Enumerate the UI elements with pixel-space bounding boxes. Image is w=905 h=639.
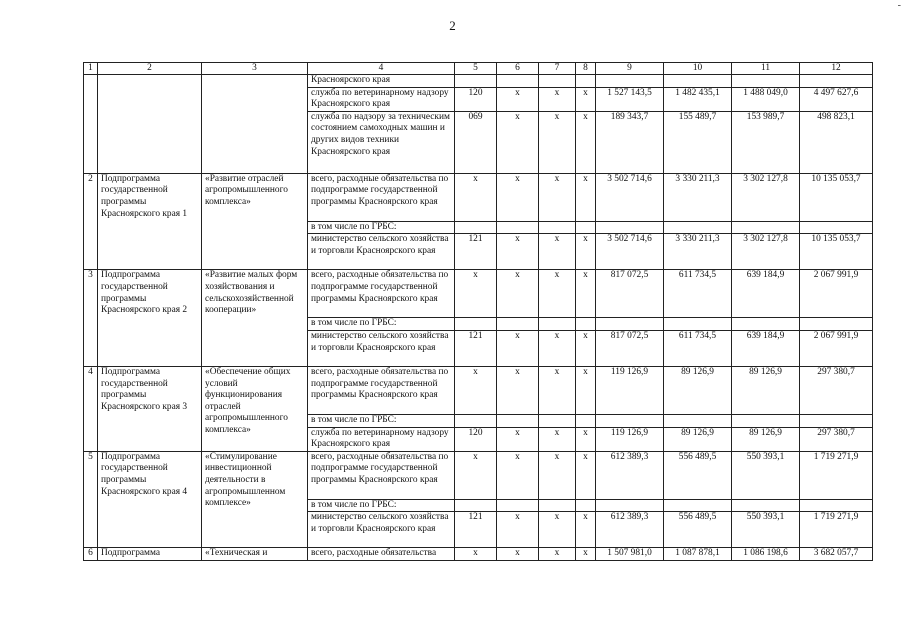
- value-cell: 1 527 143,5: [596, 87, 664, 111]
- empty-cell: [539, 221, 576, 234]
- col7-cell: х: [539, 111, 576, 173]
- code-cell: х: [455, 366, 497, 414]
- value-cell: [800, 75, 873, 88]
- subprogram-cell: [98, 75, 202, 174]
- grbs-subheader-cell: в том числе по ГРБС:: [308, 318, 455, 331]
- description-cell: министерство сельского хозяйства и торговли Красноярского края: [308, 330, 455, 366]
- value-cell: 153 989,7: [732, 111, 800, 173]
- column-header: 12: [800, 63, 873, 75]
- value-cell: 297 380,7: [800, 366, 873, 414]
- col8-cell: х: [576, 330, 596, 366]
- empty-cell: [732, 318, 800, 331]
- table-row: [84, 75, 873, 88]
- value-cell: 189 343,7: [596, 111, 664, 173]
- col6-cell: х: [497, 270, 539, 318]
- value-cell: 639 184,9: [732, 330, 800, 366]
- code-cell: 120: [455, 87, 497, 111]
- value-cell: 639 184,9: [732, 270, 800, 318]
- value-cell: 89 126,9: [664, 366, 732, 414]
- row-number-cell: 4: [84, 366, 98, 451]
- value-cell: 3 302 127,8: [732, 234, 800, 270]
- column-header: 10: [664, 63, 732, 75]
- empty-cell: [576, 414, 596, 427]
- col6-cell: х: [497, 366, 539, 414]
- col6-cell: х: [497, 173, 539, 221]
- value-cell: 3 502 714,6: [596, 234, 664, 270]
- value-cell: 297 380,7: [800, 427, 873, 451]
- col8-cell: х: [576, 512, 596, 548]
- value-cell: 817 072,5: [596, 330, 664, 366]
- corner-mark: -: [897, 0, 901, 11]
- empty-cell: [664, 414, 732, 427]
- col7-cell: [539, 75, 576, 88]
- code-cell: 121: [455, 512, 497, 548]
- empty-cell: [497, 499, 539, 512]
- value-cell: 89 126,9: [732, 427, 800, 451]
- description-cell: Красноярского края: [308, 75, 455, 88]
- column-header: 3: [202, 63, 308, 75]
- value-cell: 155 489,7: [664, 111, 732, 173]
- empty-cell: [596, 499, 664, 512]
- value-cell: 89 126,9: [664, 427, 732, 451]
- grbs-subheader-cell: в том числе по ГРБС:: [308, 221, 455, 234]
- code-cell: 069: [455, 111, 497, 173]
- empty-cell: [497, 221, 539, 234]
- col6-cell: х: [497, 111, 539, 173]
- col8-cell: х: [576, 451, 596, 499]
- value-cell: 3 330 211,3: [664, 173, 732, 221]
- subprogram-title-cell: «Обеспечение общих условий функционирования отраслей агропромышленного комплекса»: [202, 366, 308, 451]
- code-cell: х: [455, 173, 497, 221]
- value-cell: [732, 75, 800, 88]
- value-cell: 612 389,3: [596, 512, 664, 548]
- col8-cell: х: [576, 270, 596, 318]
- empty-cell: [539, 499, 576, 512]
- value-cell: 1 482 435,1: [664, 87, 732, 111]
- table-row: [84, 173, 873, 221]
- row-number-cell: 3: [84, 270, 98, 367]
- col7-cell: х: [539, 270, 576, 318]
- col6-cell: х: [497, 427, 539, 451]
- value-cell: 89 126,9: [732, 366, 800, 414]
- empty-cell: [732, 499, 800, 512]
- description-cell: служба по надзору за техническим состоянием самоходных машин и других видов техники Красноярского края: [308, 111, 455, 173]
- description-cell: министерство сельского хозяйства и торговли Красноярского края: [308, 234, 455, 270]
- subprogram-cell: Подпрограмма государственной программы Красноярского края 4: [98, 451, 202, 548]
- empty-cell: [732, 221, 800, 234]
- row-number-cell: 6: [84, 548, 98, 561]
- value-cell: 4 497 627,6: [800, 87, 873, 111]
- value-cell: 1 719 271,9: [800, 451, 873, 499]
- value-cell: 3 330 211,3: [664, 234, 732, 270]
- value-cell: 1 488 049,0: [732, 87, 800, 111]
- code-cell: 120: [455, 427, 497, 451]
- subprogram-cell: Подпрограмма государственной программы Красноярского края 3: [98, 366, 202, 451]
- table-row: [84, 451, 873, 499]
- code-cell: х: [455, 270, 497, 318]
- col8-cell: х: [576, 366, 596, 414]
- column-header: 5: [455, 63, 497, 75]
- empty-cell: [732, 414, 800, 427]
- value-cell: 817 072,5: [596, 270, 664, 318]
- value-cell: 2 067 991,9: [800, 330, 873, 366]
- value-cell: 556 489,5: [664, 451, 732, 499]
- table-row: [84, 548, 873, 561]
- value-cell: 612 389,3: [596, 451, 664, 499]
- empty-cell: [455, 414, 497, 427]
- column-header: 2: [98, 63, 202, 75]
- subprogram-title-cell: [202, 75, 308, 174]
- empty-cell: [800, 414, 873, 427]
- empty-cell: [455, 318, 497, 331]
- col8-cell: х: [576, 234, 596, 270]
- col8-cell: х: [576, 427, 596, 451]
- subprogram-cell: Подпрограмма: [98, 548, 202, 561]
- empty-cell: [539, 414, 576, 427]
- value-cell: 611 734,5: [664, 330, 732, 366]
- empty-cell: [800, 221, 873, 234]
- col7-cell: х: [539, 173, 576, 221]
- col8-cell: х: [576, 87, 596, 111]
- table-row: [84, 270, 873, 318]
- col6-cell: х: [497, 87, 539, 111]
- empty-cell: [800, 499, 873, 512]
- grbs-subheader-cell: в том числе по ГРБС:: [308, 414, 455, 427]
- empty-cell: [596, 221, 664, 234]
- col7-cell: х: [539, 87, 576, 111]
- col6-cell: [497, 75, 539, 88]
- col7-cell: х: [539, 330, 576, 366]
- description-cell: служба по ветеринарному надзору Красноярского края: [308, 87, 455, 111]
- subprogram-title-cell: «Стимулирование инвестиционной деятельности в агропромышленном комплексе»: [202, 451, 308, 548]
- col6-cell: х: [497, 451, 539, 499]
- page-number: 2: [449, 18, 456, 33]
- value-cell: 10 135 053,7: [800, 234, 873, 270]
- value-cell: 3 682 057,7: [800, 548, 873, 561]
- col8-cell: х: [576, 111, 596, 173]
- empty-cell: [664, 499, 732, 512]
- empty-cell: [800, 318, 873, 331]
- description-cell: министерство сельского хозяйства и торговли Красноярского края: [308, 512, 455, 548]
- value-cell: [664, 75, 732, 88]
- subprogram-title-cell: «Развитие отраслей агропромышленного комплекса»: [202, 173, 308, 270]
- subprogram-title-cell: «Техническая и: [202, 548, 308, 561]
- col6-cell: х: [497, 512, 539, 548]
- col6-cell: х: [497, 234, 539, 270]
- empty-cell: [664, 221, 732, 234]
- value-cell: 550 393,1: [732, 512, 800, 548]
- description-cell: всего, расходные обязательства по подпрограмме государственной программы Красноярского края: [308, 451, 455, 499]
- col7-cell: х: [539, 512, 576, 548]
- empty-cell: [576, 499, 596, 512]
- empty-cell: [664, 318, 732, 331]
- col7-cell: х: [539, 234, 576, 270]
- col7-cell: х: [539, 366, 576, 414]
- code-cell: х: [455, 548, 497, 561]
- col7-cell: х: [539, 427, 576, 451]
- value-cell: 119 126,9: [596, 427, 664, 451]
- value-cell: 1 087 878,1: [664, 548, 732, 561]
- column-header: 11: [732, 63, 800, 75]
- value-cell: 556 489,5: [664, 512, 732, 548]
- value-cell: 1 086 198,6: [732, 548, 800, 561]
- value-cell: 119 126,9: [596, 366, 664, 414]
- col7-cell: х: [539, 548, 576, 561]
- code-cell: х: [455, 451, 497, 499]
- grbs-subheader-cell: в том числе по ГРБС:: [308, 499, 455, 512]
- value-cell: 10 135 053,7: [800, 173, 873, 221]
- empty-cell: [576, 221, 596, 234]
- value-cell: 3 502 714,6: [596, 173, 664, 221]
- col8-cell: х: [576, 548, 596, 561]
- row-number-cell: 5: [84, 451, 98, 548]
- column-header: 6: [497, 63, 539, 75]
- col8-cell: [576, 75, 596, 88]
- empty-cell: [539, 318, 576, 331]
- col6-cell: х: [497, 330, 539, 366]
- description-cell: всего, расходные обязательства по подпрограмме государственной программы Красноярского края: [308, 366, 455, 414]
- empty-cell: [497, 318, 539, 331]
- value-cell: 498 823,1: [800, 111, 873, 173]
- row-number-cell: [84, 75, 98, 174]
- description-cell: всего, расходные обязательства по подпрограмме государственной программы Красноярского края: [308, 270, 455, 318]
- empty-cell: [497, 414, 539, 427]
- subprogram-title-cell: «Развитие малых форм хозяйствования и сельскохозяйственной кооперации»: [202, 270, 308, 367]
- table-row: [84, 366, 873, 414]
- column-header: 9: [596, 63, 664, 75]
- value-cell: [596, 75, 664, 88]
- value-cell: 1 719 271,9: [800, 512, 873, 548]
- col8-cell: х: [576, 173, 596, 221]
- code-cell: 121: [455, 234, 497, 270]
- row-number-cell: 2: [84, 173, 98, 270]
- col7-cell: х: [539, 451, 576, 499]
- empty-cell: [455, 499, 497, 512]
- description-cell: служба по ветеринарному надзору Красноярского края: [308, 427, 455, 451]
- budget-table: [83, 62, 873, 561]
- table-header-row: [84, 63, 873, 75]
- column-header: 8: [576, 63, 596, 75]
- value-cell: 550 393,1: [732, 451, 800, 499]
- description-cell: всего, расходные обязательства по подпрограмме государственной программы Красноярского края: [308, 173, 455, 221]
- empty-cell: [455, 221, 497, 234]
- value-cell: 1 507 981,0: [596, 548, 664, 561]
- code-cell: [455, 75, 497, 88]
- empty-cell: [576, 318, 596, 331]
- column-header: 1: [84, 63, 98, 75]
- empty-cell: [596, 414, 664, 427]
- code-cell: 121: [455, 330, 497, 366]
- subprogram-cell: Подпрограмма государственной программы Красноярского края 1: [98, 173, 202, 270]
- col6-cell: х: [497, 548, 539, 561]
- column-header: 4: [308, 63, 455, 75]
- empty-cell: [596, 318, 664, 331]
- value-cell: 611 734,5: [664, 270, 732, 318]
- value-cell: 3 302 127,8: [732, 173, 800, 221]
- value-cell: 2 067 991,9: [800, 270, 873, 318]
- description-cell: всего, расходные обязательства: [308, 548, 455, 561]
- subprogram-cell: Подпрограмма государственной программы Красноярского края 2: [98, 270, 202, 367]
- column-header: 7: [539, 63, 576, 75]
